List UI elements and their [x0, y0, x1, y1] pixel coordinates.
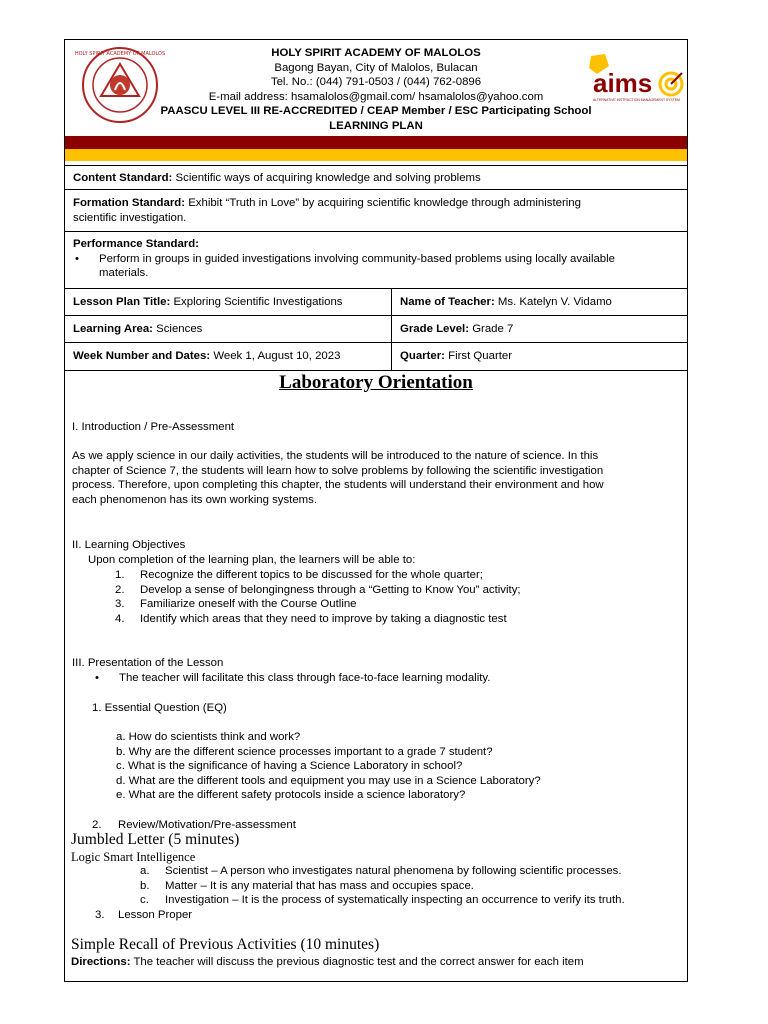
header-band-gold: [65, 149, 687, 161]
grade-level-value: Grade 7: [472, 323, 514, 335]
doc-type: LEARNING PLAN: [329, 119, 423, 132]
list-item: 1. Recognize the different topics to be discussed for the whole quarter;: [115, 569, 483, 581]
intro-line: each phenomenon has its own working systems.: [72, 493, 318, 506]
grade-level-label: Grade Level:: [400, 323, 470, 335]
formation-standard-text: Exhibit “Truth in Love” by acquiring scientific knowledge through administering: [188, 197, 581, 209]
intro-line: process. Therefore, upon completing this chapter, the students will understand their environment and how: [72, 479, 604, 491]
list-item: 3. Familiarize oneself with the Course Outline: [115, 598, 357, 610]
objectives-heading: II. Learning Objectives: [72, 539, 186, 551]
formation-standard-text-2: scientific investigation.: [73, 211, 187, 224]
school-name: HOLY SPIRIT ACADEMY OF MALOLOS: [271, 47, 481, 59]
intro-line: chapter of Science 7, the students will learn how to solve problems by following the scientific investigation: [72, 464, 604, 477]
jumbled-title: Jumbled Letter (5 minutes): [71, 831, 240, 848]
intro-heading: I. Introduction / Pre-Assessment: [72, 421, 235, 433]
learning-area-value: Sciences: [156, 323, 203, 335]
intro-paragraph: [72, 449, 682, 507]
info-row-title: [65, 288, 687, 315]
aims-sub-text: ALTERNATIVE INSTRUCTION MANAGEMENT SYSTEM: [593, 98, 680, 102]
week-label: Week Number and Dates:: [73, 350, 211, 362]
performance-standard-label: Performance Standard:: [73, 238, 199, 250]
seal-text: HOLY SPIRIT ACADEMY OF MALOLOS: [74, 51, 166, 57]
school-tel: Tel. No.: (044) 791-0503 / (044) 762-0896: [270, 76, 482, 88]
objectives-list: [115, 568, 521, 626]
objectives-lead: Upon completion of the learning plan, the learners will be able to:: [88, 554, 416, 566]
lesson-proper-item: 3. Lesson Proper: [95, 909, 193, 921]
list-item: a. How do scientists think and work?: [116, 731, 301, 743]
lesson-title-label: Lesson Plan Title:: [73, 296, 171, 308]
list-item: c. What is the significance of having a Science Laboratory in school?: [116, 760, 463, 772]
content-standard-row: [65, 165, 687, 189]
quarter-value: First Quarter: [448, 350, 513, 362]
presentation-heading: III. Presentation of the Lesson: [72, 657, 224, 669]
school-address: Bagong Bayan, City of Malolos, Bulacan: [274, 61, 478, 74]
aims-logo-icon: [587, 52, 683, 112]
school-email: E-mail address: hsamalolos@gmail.com/ hsamalolos@yahoo.com: [208, 90, 544, 103]
header-band-red: [65, 136, 687, 149]
recall-title: Simple Recall of Previous Activities (10 minutes): [71, 936, 380, 953]
list-item: a. Scientist – A person who investigates natural phenomena by following scientific processes.: [140, 865, 622, 877]
aims-logo-text: aims: [593, 68, 653, 98]
teacher-value: Ms. Katelyn V. Vidamo: [497, 296, 612, 308]
formation-standard-row: [65, 189, 687, 231]
list-item: c. Investigation – It is the process of systematically inspecting an occurrence to verify its truth.: [140, 894, 625, 906]
performance-standard-item-2: materials.: [99, 267, 149, 279]
list-item: d. What are the different tools and equipment you may use in a Science Laboratory?: [116, 774, 541, 787]
learning-area-label: Learning Area:: [73, 323, 153, 335]
directions: [71, 955, 584, 970]
info-row-area: [65, 315, 687, 342]
content-standard-label: Content Standard:: [73, 172, 173, 184]
presentation-bullet: • The teacher will facilitate this class through face-to-face learning modality.: [93, 671, 490, 686]
list-item: b. Why are the different science processes important to a grade 7 student?: [116, 745, 493, 758]
lesson-title-value: Exploring Scientific Investigations: [173, 296, 343, 308]
directions-text: The teacher will discuss the previous diagnostic test and the correct answer for each item: [133, 956, 584, 968]
list-item: 2. Develop a sense of belongingness through a “Getting to Know You” activity;: [115, 583, 521, 596]
teacher-label: Name of Teacher:: [400, 296, 495, 308]
week-value: Week 1, August 10, 2023: [213, 350, 341, 362]
intro-line: As we apply science in our daily activities, the students will be introduced to the nature of science. In this: [72, 450, 599, 462]
info-row-week: [65, 342, 687, 370]
performance-standard-row: [65, 231, 687, 288]
jumbled-list: [140, 864, 625, 908]
review-item: 2. Review/Motivation/Pre-assessment: [92, 819, 296, 831]
directions-label: Directions:: [71, 956, 131, 968]
formation-standard-label: Formation Standard:: [73, 197, 186, 209]
jumbled-subtitle: Logic Smart Intelligence: [71, 850, 196, 864]
school-header: [65, 40, 687, 136]
list-item: e. What are the different safety protocols inside a science laboratory?: [116, 789, 466, 801]
eq-heading: 1. Essential Question (EQ): [92, 702, 227, 714]
eq-list: [116, 730, 541, 803]
content-standard-text: Scientific ways of acquiring knowledge and solving problems: [175, 172, 481, 184]
quarter-label: Quarter:: [400, 350, 445, 362]
list-item: 4. Identify which areas that they need to improve by taking a diagnostic test: [115, 612, 507, 625]
performance-standard-item: • Perform in groups in guided investigations involving community-based problems using locally available: [73, 252, 679, 267]
learning-plan-page: [64, 39, 688, 982]
page-title: Laboratory Orientation: [279, 372, 473, 393]
lesson-body: [65, 370, 687, 968]
accreditation: PAASCU LEVEL III RE-ACCREDITED / CEAP Member / ESC Participating School: [160, 105, 592, 117]
list-item: b. Matter – It is any material that has mass and occupies space.: [140, 879, 474, 892]
